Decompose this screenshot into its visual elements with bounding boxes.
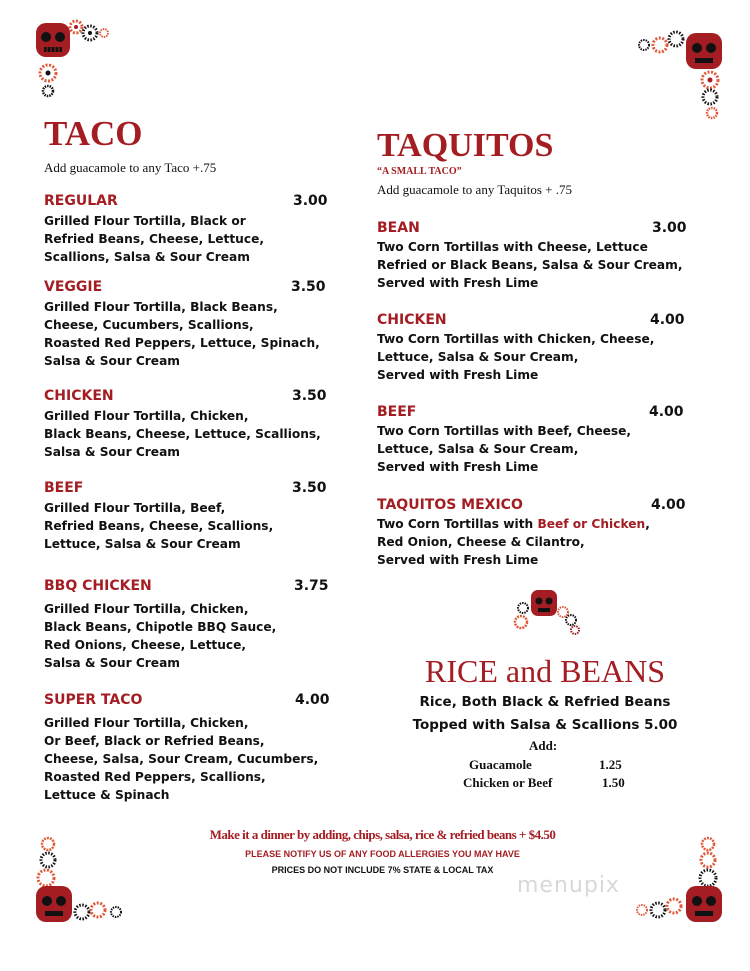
taquitos-guacamole-note: Add guacamole to any Taquitos + .75 [377, 182, 573, 197]
flower-icon [558, 607, 568, 617]
item-name: BBQ CHICKEN [44, 578, 152, 594]
item-price: 4.00 [651, 497, 686, 513]
item-price: 3.50 [291, 279, 326, 295]
item-name: BEAN [377, 220, 420, 236]
allergy-notice: PLEASE NOTIFY US OF ANY FOOD ALLERGIES YOU MAY HAVE [245, 849, 520, 859]
skull-icon [36, 23, 70, 57]
tax-notice: PRICES DO NOT INCLUDE 7% STATE & LOCAL TAX [271, 865, 494, 875]
flower-icon [639, 40, 649, 50]
item-description: Grilled Flour Tortilla, Black or Refried Beans, Cheese, Lettuce, Scallions, Salsa & Sour Cream [44, 214, 264, 264]
highlighted-text: Beef or Chicken [537, 517, 646, 531]
flower-icon [667, 899, 681, 913]
item-name: TAQUITOS MEXICO [377, 497, 523, 513]
item-price: 3.50 [292, 388, 327, 404]
addons-label: Add: [529, 738, 558, 753]
corner-decoration-top-right [630, 25, 730, 120]
item-description: Grilled Flour Tortilla, Chicken, Black Beans, Chipotle BBQ Sauce, Red Onions, Cheese, Lettuce, Salsa & Sour Cream [44, 602, 277, 670]
item-price: 4.00 [295, 692, 330, 708]
taquitos-title: TAQUITOS [377, 127, 554, 164]
rice-beans-title: RICE and BEANS [425, 653, 665, 689]
flower-icon [703, 90, 717, 104]
item-name: VEGGIE [44, 279, 103, 295]
flower-icon [566, 615, 576, 625]
corner-decoration-bottom-right [630, 832, 730, 927]
item-price: 4.00 [649, 404, 684, 420]
item-price: 3.50 [292, 480, 327, 496]
corner-decoration-top-left [30, 15, 120, 105]
item-description: Two Corn Tortillas with Beef, Cheese, Lettuce, Salsa & Sour Cream, Served with Fresh Lime [377, 424, 632, 474]
rice-beans-line2: Topped with Salsa & Scallions 5.00 [412, 717, 678, 733]
skull-icon [36, 886, 72, 922]
item-name: CHICKEN [377, 312, 447, 328]
addon-guacamole-price: 1.25 [599, 757, 622, 772]
flower-icon [83, 26, 97, 40]
item-price: 3.75 [294, 578, 329, 594]
item-price: 3.00 [652, 220, 687, 236]
item-name: BEEF [44, 480, 84, 496]
item-description: Grilled Flour Tortilla, Beef, Refried Beans, Cheese, Scallions, Lettuce, Salsa & Sour Cream [44, 501, 274, 551]
flower-icon [651, 903, 665, 917]
center-decoration [505, 588, 585, 638]
item-description: Two Corn Tortillas with Beef or Chicken, Red Onion, Cheese & Cilantro, Served with Fresh Lime [377, 517, 650, 567]
skull-icon [686, 886, 722, 922]
taco-title: TACO [44, 114, 143, 153]
flower-icon [637, 905, 647, 915]
flower-icon [707, 108, 717, 118]
taquitos-subtitle: “A SMALL TACO” [377, 166, 462, 177]
item-name: BEEF [377, 404, 417, 420]
flower-icon [43, 86, 53, 96]
flower-icon [653, 38, 667, 52]
item-description: Grilled Flour Tortilla, Chicken, Black Beans, Cheese, Lettuce, Scallions, Salsa & Sour Cream [44, 409, 321, 459]
skull-icon [531, 590, 557, 616]
flower-icon [111, 907, 121, 917]
item-description: Two Corn Tortillas with Chicken, Cheese, Lettuce, Salsa & Sour Cream, Served with Fresh Lime [377, 332, 655, 382]
corner-decoration-bottom-left [30, 832, 130, 927]
flower-icon [515, 616, 527, 628]
flower-icon [91, 903, 105, 917]
dinner-upgrade-note: Make it a dinner by adding, chips, salsa, rice & refried beans + $4.50 [209, 827, 556, 842]
item-price: 3.00 [293, 193, 328, 209]
flower-icon [518, 603, 528, 613]
skull-icon [686, 33, 722, 69]
flower-icon [40, 65, 56, 81]
addon-chicken-beef-name: Chicken or Beef [463, 775, 553, 790]
flower-icon [75, 905, 89, 919]
watermark-logo: menupix [517, 873, 620, 898]
rice-beans-line1: Rice, Both Black & Refried Beans [419, 694, 671, 710]
flower-icon [571, 626, 579, 634]
item-name: SUPER TACO [44, 692, 143, 708]
item-description: Two Corn Tortillas with Cheese, Lettuce Refried or Black Beans, Salsa & Sour Cream, Served with Fresh Lime [377, 240, 683, 290]
flower-icon [100, 29, 108, 37]
addon-guacamole-name: Guacamole [469, 757, 532, 772]
item-name: REGULAR [44, 193, 118, 209]
item-description: Grilled Flour Tortilla, Chicken, Or Beef, Black or Refried Beans, Cheese, Salsa, Sour Cream, Cucumbers, Roasted Red Peppers, Scallions, Lettuce & Spinach [44, 716, 319, 802]
addon-chicken-beef-price: 1.50 [602, 775, 625, 790]
item-description: Grilled Flour Tortilla, Black Beans, Cheese, Cucumbers, Scallions, Roasted Red Peppers, Lettuce, Spinach, Salsa & Sour Cream [44, 300, 320, 368]
flower-icon [702, 72, 718, 88]
item-price: 4.00 [650, 312, 685, 328]
flower-icon [669, 32, 683, 46]
taco-guacamole-note: Add guacamole to any Taco +.75 [44, 160, 217, 175]
item-name: CHICKEN [44, 388, 114, 404]
flower-icon [70, 21, 82, 33]
